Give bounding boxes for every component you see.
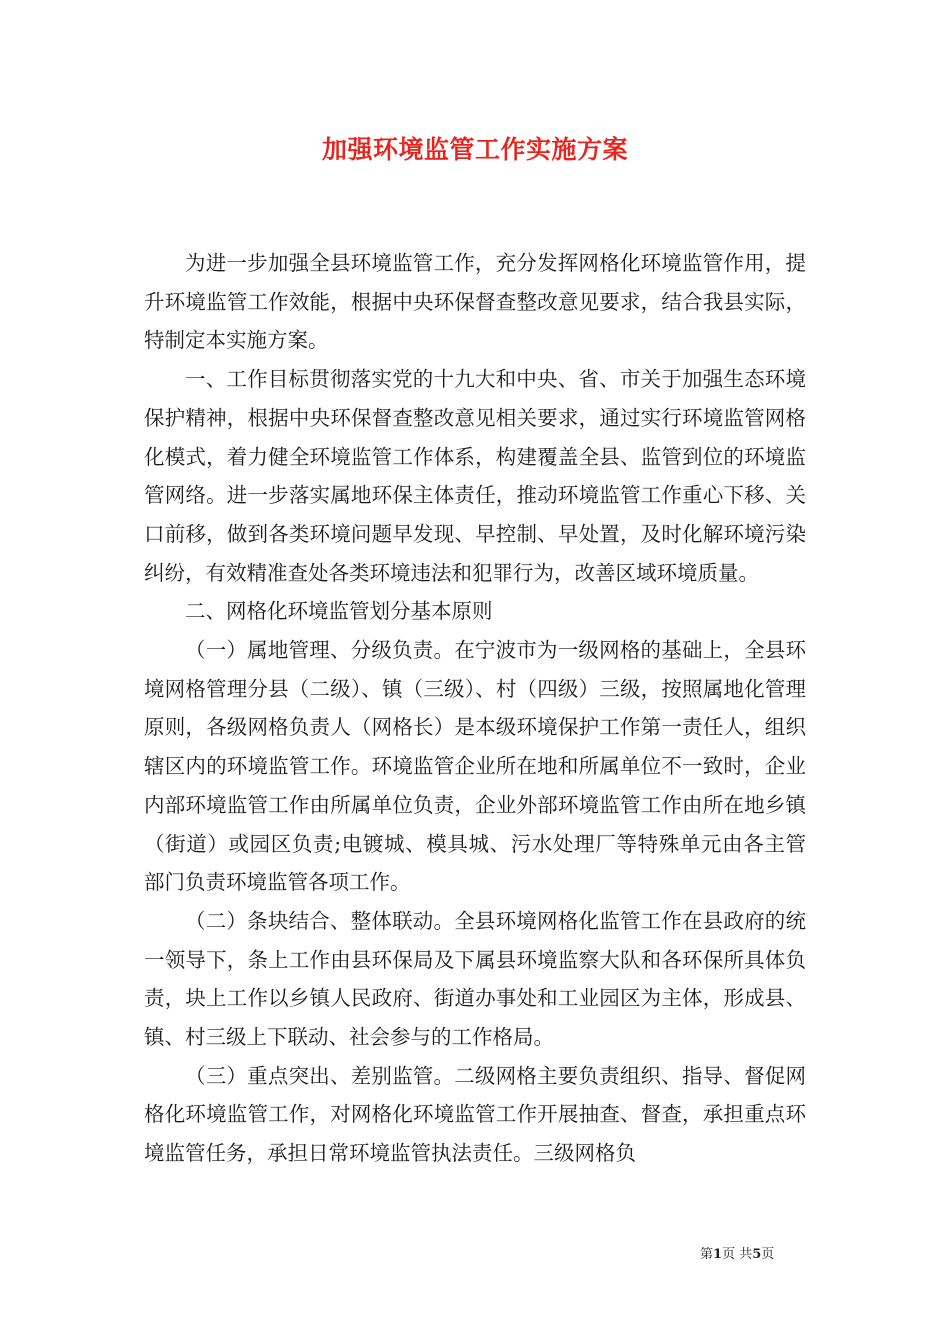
paragraph-principle-2: （二）条块结合、整体联动。全县环境网格化监管工作在县政府的统一领导下，条上工作由县环保局及下属县环境监察大队和各环保所具体负责，块上工作以乡镇人民政府、街道办事处和工业园区为主体，形成县、镇、村三级上下联动、社会参与的工作格局。 — [144, 908, 806, 1050]
document-title: 加强环境监管工作实施方案 — [321, 135, 628, 164]
page-footer — [700, 1246, 830, 1264]
footer-current-page: 1 — [713, 1247, 723, 1262]
footer-total-pages: 5 — [752, 1247, 762, 1262]
paragraph-principle-3: （三）重点突出、差别监管。二级网格主要负责组织、指导、督促网格化环境监管工作，对网格化环境监管工作开展抽查、督查，承担重点环境监管任务，承担日常环境监管执法责任。三级网格负 — [144, 1063, 806, 1166]
section-heading-2: 二、网格化环境监管划分基本原则 — [185, 599, 493, 624]
paragraph-intro: 为进一步加强全县环境监管工作，充分发挥网格化环境监管作用，提升环境监管工作效能，根据中央环保督查整改意见要求，结合我县实际，特制定本实施方案。 — [144, 251, 806, 353]
paragraph-section-1: 一、工作目标贯彻落实党的十九大和中央、省、市关于加强生态环境保护精神，根据中央环保督查整改意见相关要求，通过实行环境监管网格化模式，着力健全环境监管工作体系，构建覆盖全县、监管到位的环境监管网络。进一步落实属地环保主体责任，推动环境监管工作重心下移、关口前移，做到各类环境问题早发现、早控制、早处置，及时化解环境污染纠纷，有效精准查处各类环境违法和犯罪行为，改善区域环境质量。 — [144, 367, 806, 585]
footer-middle: 页 共 — [722, 1247, 753, 1262]
footer-prefix: 第 — [700, 1247, 714, 1262]
footer-suffix: 页 — [761, 1247, 775, 1262]
paragraph-principle-1: （一）属地管理、分级负责。在宁波市为一级网格的基础上，全县环境网格管理分县（二级）、镇（三级）、村（四级）三级，按照属地化管理原则，各级网格负责人（网格长）是本级环境保护工作第一责任人，组织辖区内的环境监管工作。环境监管企业所在地和所属单位不一致时，企业内部环境监管工作由所属单位负责，企业外部环境监管工作由所在地乡镇（街道）或园区负责;电镀城、模具城、污水处理厂等特殊单元由各主管部门负责环境监管各项工作。 — [144, 638, 806, 895]
document-body — [144, 244, 806, 1173]
